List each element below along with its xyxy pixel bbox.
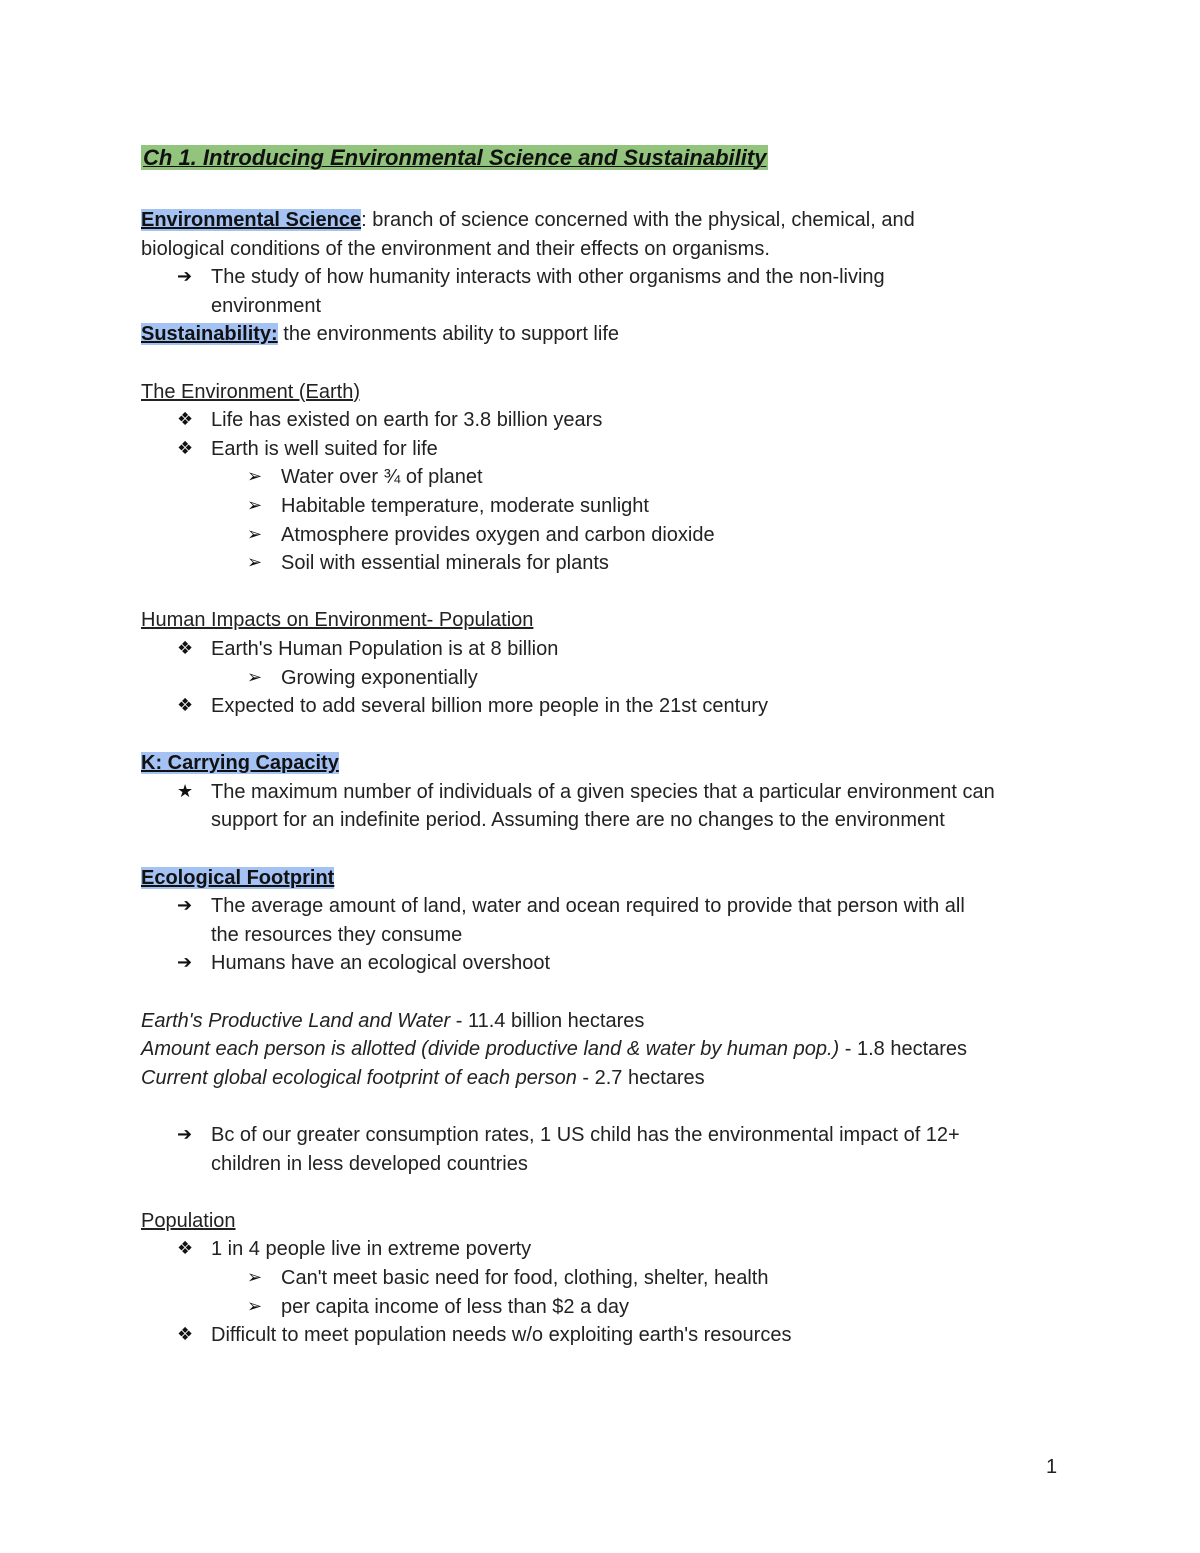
- star-bullet-icon: ★: [177, 780, 194, 802]
- stat-value: - 11.4 billion hectares: [450, 1009, 645, 1032]
- sustainability-definition: [141, 320, 1071, 349]
- footprint-b2: Humans have an ecological overshoot: [211, 952, 551, 975]
- carrying-capacity-line-1: The maximum number of individuals of a given species that a particular environment can: [211, 780, 995, 803]
- environment-subitem-2: Habitable temperature, moderate sunlight: [281, 494, 649, 517]
- arrowhead-bullet-icon: ➢: [247, 1266, 263, 1288]
- list-item: [141, 406, 1071, 435]
- human-impacts-heading: Human Impacts on Environment- Population: [141, 609, 534, 632]
- population-sub-2: per capita income of less than $2 a day: [281, 1295, 629, 1318]
- env-science-def-2: biological conditions of the environment and their effects on organisms.: [141, 237, 770, 260]
- section-heading-footprint: [141, 864, 1071, 893]
- human-impacts-sub-1: Growing exponentially: [281, 666, 478, 689]
- arrowhead-bullet-icon: ➢: [247, 494, 263, 516]
- env-science-sub-2: environment: [211, 294, 322, 317]
- diamond-bullet-icon: ❖: [177, 1324, 194, 1346]
- list-subitem: [141, 463, 1071, 492]
- environment-item-1: Life has existed on earth for 3.8 billion years: [211, 409, 603, 432]
- environment-subitem-1: Water over ¾ of planet: [281, 466, 483, 489]
- list-item-cont: [141, 806, 1071, 835]
- population-sub-1: Can't meet basic need for food, clothing, shelter, health: [281, 1266, 769, 1289]
- environment-heading: The Environment (Earth): [141, 380, 360, 403]
- section-heading-human-impacts: [141, 606, 1071, 635]
- list-item: [141, 263, 1071, 292]
- carrying-capacity-line-2: support for an indefinite period. Assuming there are no changes to the environment: [211, 809, 945, 832]
- stat-label: Amount each person is allotted (divide productive land & water by human pop.): [141, 1038, 840, 1061]
- arrow-bullet-icon: ➔: [177, 266, 193, 288]
- arrowhead-bullet-icon: ➢: [247, 666, 263, 688]
- list-subitem: [141, 664, 1071, 693]
- list-item: [141, 635, 1071, 664]
- list-subitem: [141, 521, 1071, 550]
- section-heading-population: [141, 1207, 1071, 1236]
- arrowhead-bullet-icon: ➢: [247, 523, 263, 545]
- footprint-b1-line-2: the resources they consume: [211, 923, 463, 946]
- list-item: [141, 1235, 1071, 1264]
- list-subitem: [141, 1293, 1071, 1322]
- arrow-bullet-icon: ➔: [177, 952, 193, 974]
- term-carrying-capacity: K: Carrying Capacity: [141, 752, 339, 775]
- population-item-1: 1 in 4 people live in extreme poverty: [211, 1238, 532, 1261]
- human-impacts-item-2: Expected to add several billion more people in the 21st century: [211, 695, 769, 718]
- document-content: [141, 140, 1071, 1350]
- section-heading-carrying-capacity: [141, 749, 1071, 778]
- human-impacts-item-1: Earth's Human Population is at 8 billion: [211, 637, 559, 660]
- arrowhead-bullet-icon: ➢: [247, 1295, 263, 1317]
- diamond-bullet-icon: ❖: [177, 695, 194, 717]
- section-heading-environment: [141, 378, 1071, 407]
- stat-label: Current global ecological footprint of each person: [141, 1066, 577, 1089]
- env-science-definition: [141, 206, 1071, 235]
- environment-subitem-4: Soil with essential minerals for plants: [281, 552, 609, 575]
- arrow-bullet-icon: ➔: [177, 1124, 193, 1145]
- list-item: [141, 692, 1071, 721]
- list-item-cont: [141, 921, 1071, 950]
- list-subitem: [141, 1264, 1071, 1293]
- list-item: [141, 1321, 1071, 1350]
- env-science-sub-1: The study of how humanity interacts with other organisms and the non-living: [211, 266, 885, 289]
- consumption-line-1: Bc of our greater consumption rates, 1 US child has the environmental impact of 12+: [211, 1124, 960, 1146]
- stat-value: - 2.7 hectares: [576, 1066, 705, 1089]
- sustainability-def: the environments ability to support life: [277, 323, 619, 346]
- list-subitem: [141, 492, 1071, 521]
- title-line: [141, 140, 1071, 176]
- list-item-cont: [141, 1150, 1071, 1179]
- list-item: [141, 778, 1071, 807]
- env-science-definition-cont: [141, 235, 1071, 264]
- list-item: [141, 1121, 1071, 1150]
- diamond-bullet-icon: ❖: [177, 637, 194, 659]
- page-title: Ch 1. Introducing Environmental Science and Sustainability: [143, 145, 767, 170]
- population-item-2: Difficult to meet population needs w/o exploiting earth's resources: [211, 1324, 792, 1347]
- list-subitem: [141, 549, 1071, 578]
- list-item: [141, 892, 1071, 921]
- page-number: 1: [1046, 1456, 1058, 1478]
- consumption-line-2: children in less developed countries: [211, 1152, 528, 1175]
- stat-line: [141, 1064, 1071, 1093]
- diamond-bullet-icon: ❖: [177, 409, 194, 431]
- arrow-bullet-icon: ➔: [177, 895, 193, 917]
- list-item-cont: [141, 292, 1071, 321]
- list-item: [141, 949, 1071, 978]
- environment-subitem-3: Atmosphere provides oxygen and carbon dioxide: [281, 523, 715, 546]
- env-science-def-1: : branch of science concerned with the physical, chemical, and: [361, 209, 915, 231]
- arrowhead-bullet-icon: ➢: [247, 552, 263, 574]
- stat-label: Earth's Productive Land and Water: [141, 1009, 451, 1032]
- stat-line: [141, 1007, 1071, 1036]
- stat-value: - 1.8 hectares: [839, 1038, 968, 1061]
- stat-line: [141, 1035, 1071, 1064]
- term-environmental-science: Environmental Science: [141, 209, 362, 231]
- arrowhead-bullet-icon: ➢: [247, 466, 263, 488]
- term-sustainability: Sustainability:: [141, 323, 278, 346]
- diamond-bullet-icon: ❖: [177, 1238, 194, 1260]
- environment-item-2: Earth is well suited for life: [211, 437, 438, 460]
- diamond-bullet-icon: ❖: [177, 437, 194, 459]
- term-ecological-footprint: Ecological Footprint: [141, 866, 335, 889]
- population-heading: Population: [141, 1209, 236, 1232]
- footprint-b1-line-1: The average amount of land, water and ocean required to provide that person with all: [211, 895, 965, 918]
- list-item: [141, 435, 1071, 464]
